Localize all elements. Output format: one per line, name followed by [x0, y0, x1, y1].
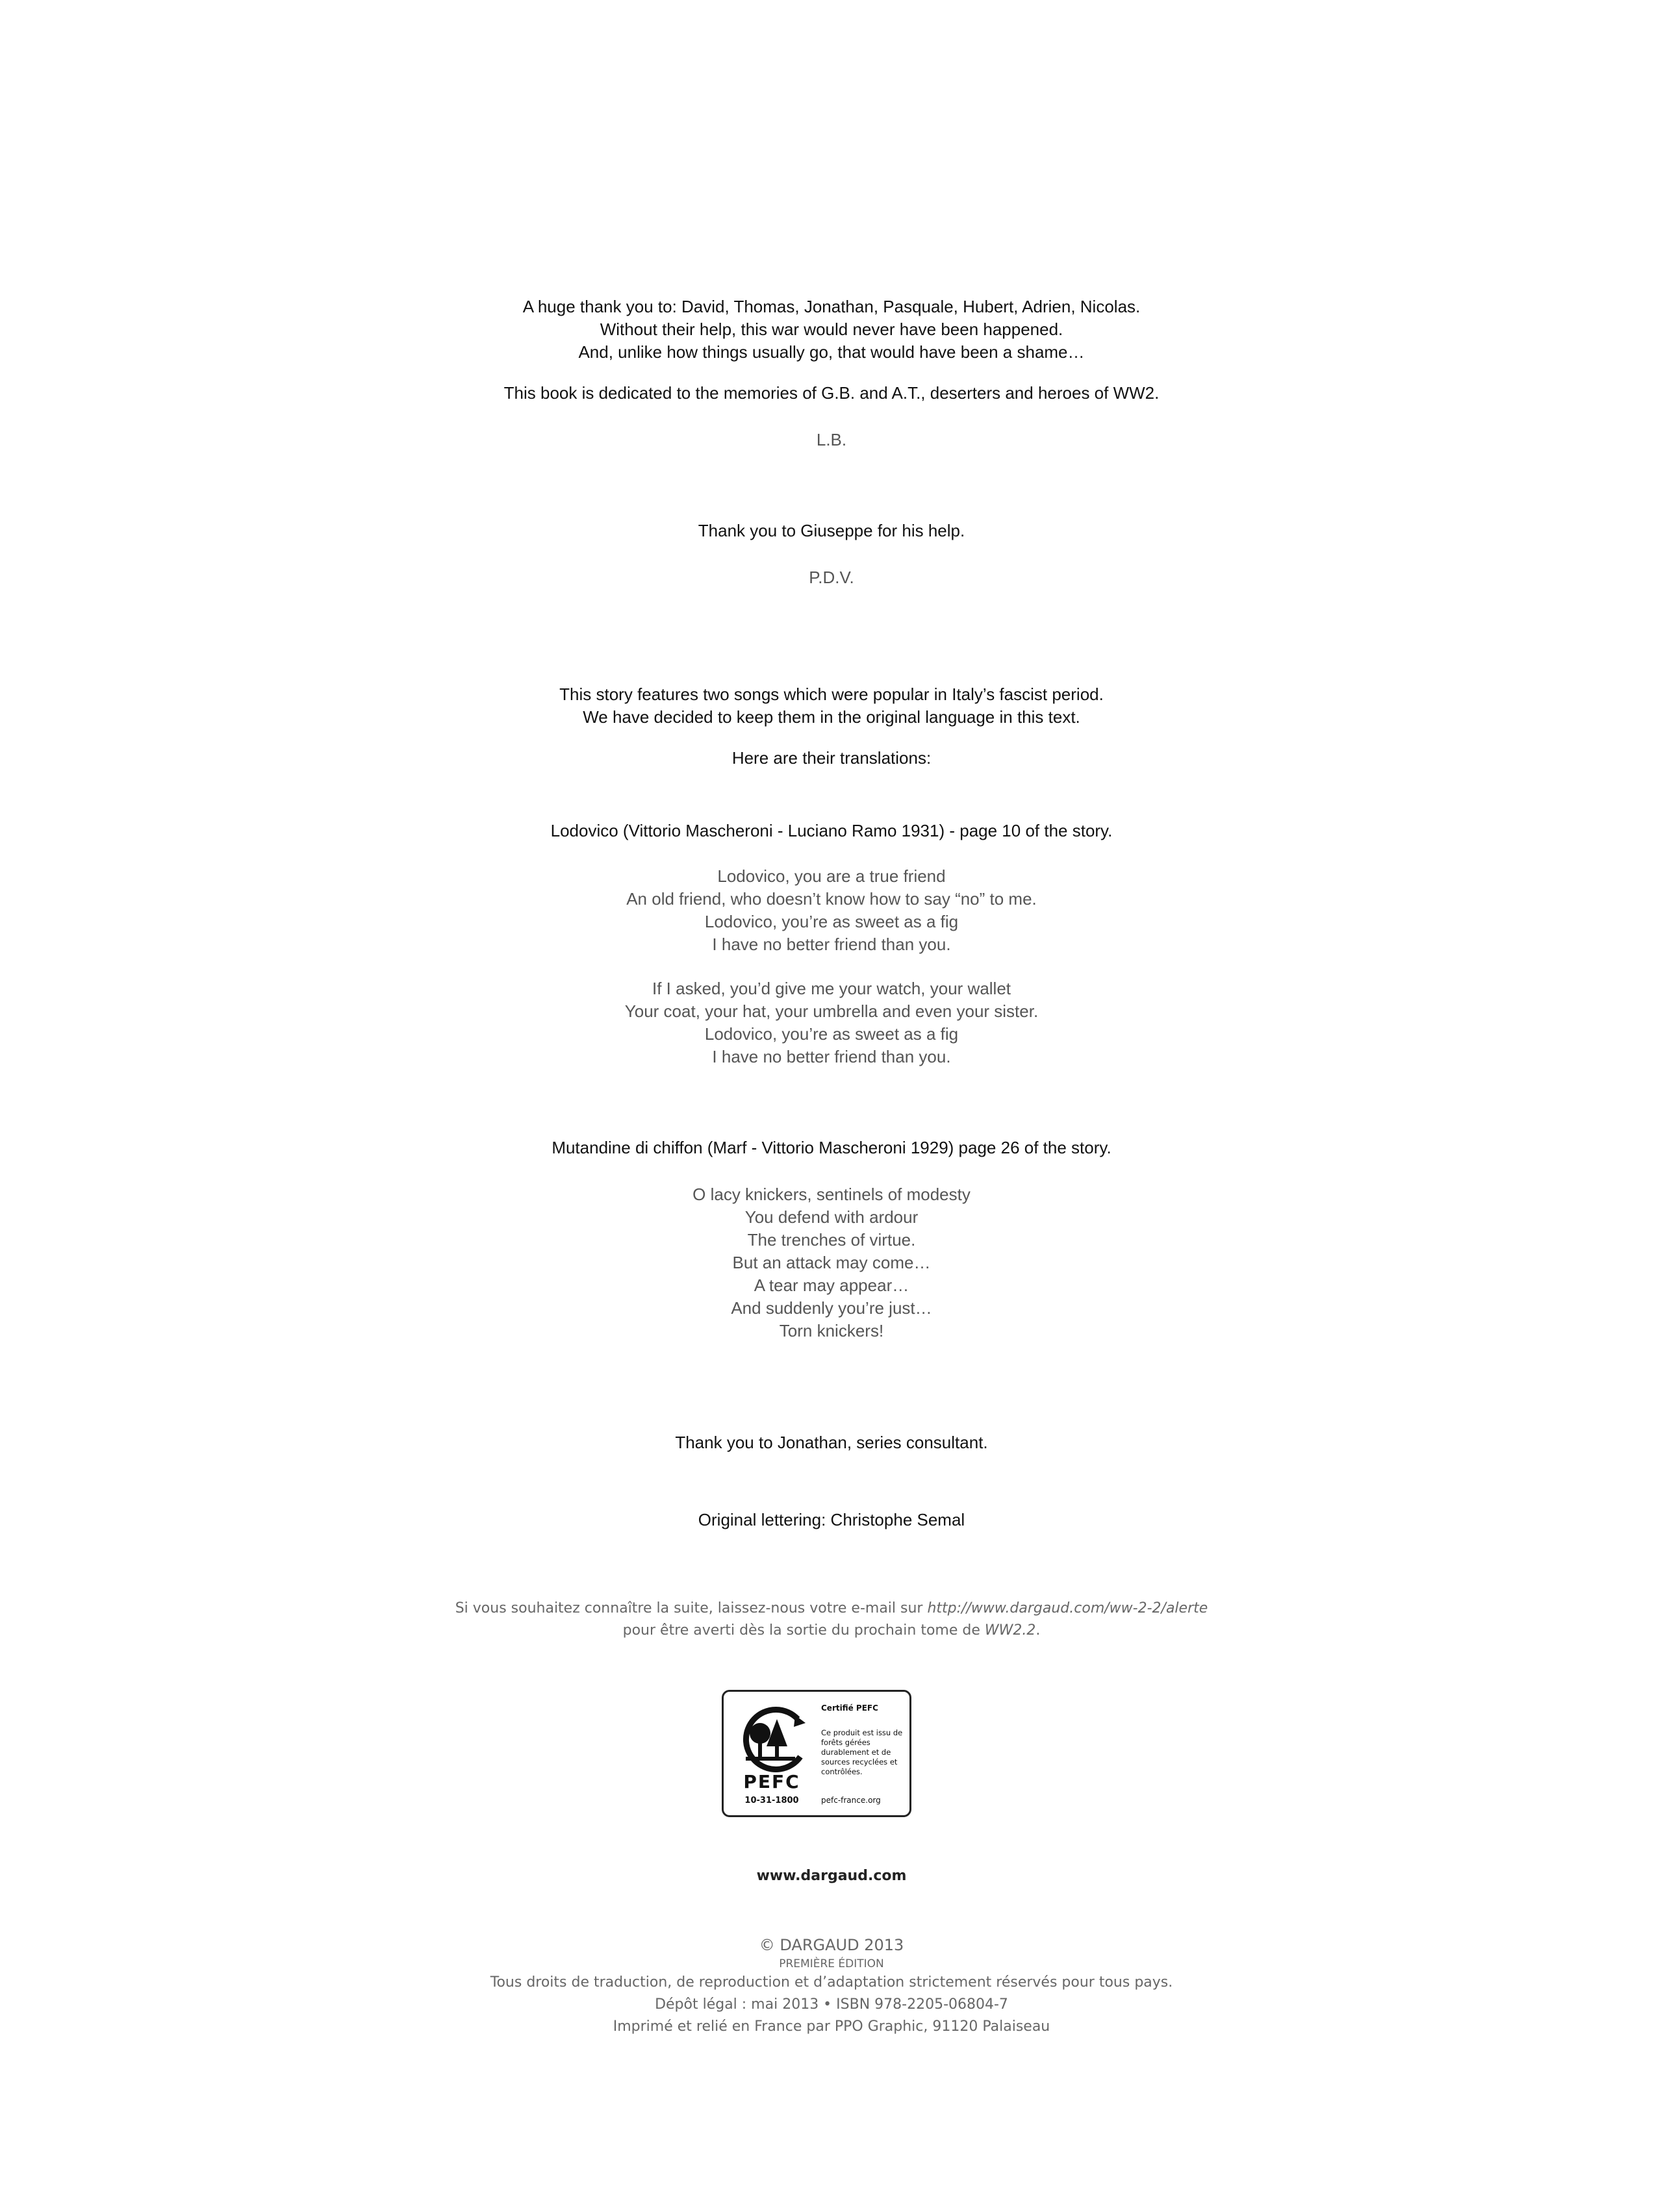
pefc-wordmark: PEFC [743, 1771, 800, 1792]
lettering-credit [0, 1509, 1663, 1531]
notice-line-1 [0, 1598, 1663, 1620]
songs-intro [0, 683, 1663, 729]
song2-title-text: Mutandine di chiffon (Marf - Vittorio Mascheroni 1929) page 26 of the story. [552, 1138, 1111, 1157]
publisher-website [0, 1868, 1663, 1884]
notice-line-2 [0, 1620, 1663, 1642]
songs-intro-line: We have decided to keep them in the original language in this text. [583, 707, 1080, 727]
translations-heading [0, 747, 1663, 770]
pefc-description: Ce produit est issu de forêts gérées durablement et de sources recyclées et contrôlées. [821, 1728, 903, 1776]
song2-stanza [0, 1183, 1663, 1342]
lyric-line: But an attack may come… [732, 1253, 931, 1272]
next-volume-notice [0, 1598, 1663, 1642]
legal-deposit: Dépôt légal : mai 2013 • ISBN 978-2205-06804-7 [655, 1996, 1008, 2013]
song1-title [0, 820, 1663, 842]
printer-info: Imprimé et relié en France par PPO Graphic, 91120 Palaiseau [613, 2018, 1050, 2035]
lyric-line: Lodovico, you’re as sweet as a fig [704, 1024, 959, 1044]
thanks-line: Without their help, this war would never have been happened. [600, 320, 1063, 339]
copyright: © DARGAUD 2013 [759, 1936, 904, 1954]
thanks-block [0, 295, 1663, 364]
signature-pdv [0, 566, 1663, 589]
lyric-line: O lacy knickers, sentinels of modesty [692, 1185, 971, 1204]
thanks-line: A huge thank you to: David, Thomas, Jonathan, Pasquale, Hubert, Adrien, Nicolas. [522, 297, 1141, 316]
pefc-title: Certifié PEFC [821, 1703, 878, 1713]
songs-intro-line: This story features two songs which were popular in Italy’s fascist period. [559, 685, 1104, 704]
lyric-line: If I asked, you’d give me your watch, your wallet [652, 979, 1011, 998]
pefc-code: 10-31-1800 [744, 1796, 799, 1805]
consultant-credit-text: Thank you to Jonathan, series consultant. [675, 1433, 988, 1452]
pefc-badge [722, 1690, 911, 1817]
dedication-text: This book is dedicated to the memories of G.B. and A.T., deserters and heroes of WW2. [503, 383, 1160, 403]
lyric-line: You defend with ardour [744, 1207, 919, 1227]
publisher-website-link[interactable]: www.dargaud.com [756, 1868, 907, 1884]
rights-notice: Tous droits de traduction, de reproduction et d’adaptation strictement réservés pour tous pays. [490, 1974, 1173, 1991]
song1-title-text: Lodovico (Vittorio Mascheroni - Luciano Ramo 1931) - page 10 of the story. [550, 821, 1113, 840]
lyric-line: Lodovico, you’re as sweet as a fig [704, 912, 959, 931]
signature-lb-text: L.B. [816, 430, 847, 449]
lyric-line: Your coat, your hat, your umbrella and even your sister. [624, 1001, 1039, 1021]
lyric-line: And suddenly you’re just… [731, 1298, 932, 1318]
song1-stanza2 [0, 977, 1663, 1068]
translations-heading-text: Here are their translations: [731, 748, 932, 768]
lettering-credit-text: Original lettering: Christophe Semal [698, 1510, 965, 1529]
lyric-line: Lodovico, you are a true friend [717, 866, 946, 886]
consultant-credit [0, 1431, 1663, 1454]
notice-punctuation: . [1035, 1622, 1041, 1639]
notice-text: pour être averti dès la sortie du prochain tome de [622, 1622, 985, 1639]
edition: PREMIÈRE ÉDITION [779, 1957, 884, 1970]
notice-text: Si vous souhaitez connaître la suite, laissez-nous votre e-mail sur [455, 1600, 928, 1616]
lyric-line: A tear may appear… [754, 1276, 909, 1295]
lyric-line: I have no better friend than you. [712, 935, 951, 954]
lyric-line: An old friend, who doesn’t know how to say “no” to me. [626, 889, 1037, 909]
series-title: WW2.2 [984, 1622, 1036, 1639]
lyric-line: I have no better friend than you. [712, 1047, 951, 1066]
thanks-giuseppe [0, 520, 1663, 542]
pefc-tree-logo-icon [733, 1701, 811, 1776]
pefc-website: pefc-france.org [821, 1796, 881, 1805]
legal-block [0, 1934, 1663, 2038]
song1-stanza1 [0, 865, 1663, 956]
thanks-line: And, unlike how things usually go, that would have been a shame… [578, 342, 1085, 362]
dedication [0, 382, 1663, 405]
signature-lb [0, 429, 1663, 451]
alert-link[interactable]: http://www.dargaud.com/ww-2-2/alerte [927, 1600, 1208, 1616]
signature-pdv-text: P.D.V. [809, 568, 854, 587]
song2-title [0, 1137, 1663, 1159]
lyric-line: Torn knickers! [779, 1321, 884, 1340]
thanks-giuseppe-text: Thank you to Giuseppe for his help. [698, 521, 965, 540]
lyric-line: The trenches of virtue. [747, 1230, 916, 1250]
